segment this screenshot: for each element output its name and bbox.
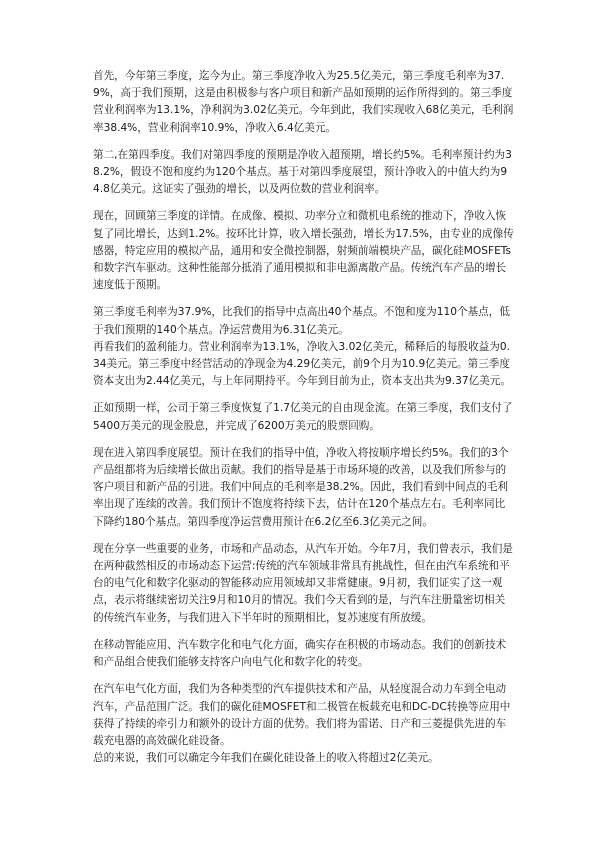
paragraph-electrification: 在汽车电气化方面，我们为各种类型的汽车提供技术和产品，从轻度混合动力车到全电动汽车，产品范围广泛。我们的碳化硅MOSFET和二极管在板载充电和DC-DC转换等应用中获得了持续的牵引力和额外的设计方面的优势。我们将为雷诺、日产和三菱提供先进的车载充电器的高效碳化硅设备。 (93, 683, 511, 747)
paragraph-q4-outlook: 第二,在第四季度。我们对第四季度的预期是净收入超预期，增长约5%。毛利率预计约为38.2%，假设不饱和度约为120个基点。基于对第四季度展望，预计净收入的中值大约为94.8亿美元。这证实了强劲的增长，以及两位数的营业利润率。 (93, 148, 512, 196)
paragraph-smart-mobility: 在移动智能应用、汽车数字化和电气化方面，确实存在积极的市场动态。我们的创新技术和产品组合使我们能够支持客户向电气化和数字化的转变。 (93, 638, 507, 669)
paragraph-conclusion: 总的来说，我们可以确定今年我们在碳化硅设备上的收入将超过2亿美元。 (93, 752, 439, 765)
paragraph-gross-margin: 第三季度毛利率为37.9%，比我们的指导中点高出40个基点。不饱和度为110个基点，低于我们预期的140个基点。净运营费用为6.31亿美元。 (93, 306, 510, 336)
paragraph-q3-details: 现在，回顾第三季度的详情。在成像、模拟、功率分立和微机电系统的推动下，净收入恢复了同比增长，达到1.2%。按环比计算，收入增长强劲，增长为17.5%，由专业的成像传感器，特定应用的模拟产品，通用和安全微控制器，射频前端模块产品，碳化硅MOSFETs和数字汽车驱动。这种性能部分抵消了通用模拟和非电源离散产品。传统汽车产品的增长速度低于预期。 (93, 210, 514, 292)
paragraph-q4-guidance: 现在进入第四季度展望。预计在我们的指导中值，净收入将按顺序增长约5%。我们的3个产品组都将为后续增长做出贡献。我们的指导是基于市场环境的改善，以及我们所参与的客户项目和新产品的引进。我们中间点的毛利率是38.2%。因此，我们看到中间点的毛利率出现了连续的改善。我们预计不饱度将持续下去，估计在120个基点左右。毛利率同比下降约180个基点。第四季度净运营费用预计在6.2亿至6.3亿美元之间。 (93, 446, 509, 528)
paragraph-profitability: 再看我们的盈利能力。营业利润率为13.1%，净收入3.02亿美元，稀释后的每股收益为0.34美元。第三季度中经营活动的净现金为4.29亿美元，前9个月为10.9亿美元。第三季度资本支出为2.44亿美元，与上年同期持平。今年到目前为止，资本支出共为9.37亿美元。 (93, 340, 511, 388)
paragraph-free-cash-flow: 正如预期一样，公司于第三季度恢复了1.7亿美元的自由现金流。在第三季度，我们支付了5400万美元的现金股息，并完成了6200万美元的股票回购。 (93, 402, 513, 432)
paragraph-q3-summary: 首先，今年第三季度，迄今为止。第三季度净收入为25.5亿美元，第三季度毛利率为37.9%，高于我们预期，这是由积极参与客户项目和新产品如预期的运作所得到的。第三季度营业利润率为13.1%，净利润为3.02亿美元。今年到此，我们实现收入68亿美元，毛利润率38.4%，营业利润率10.9%，净收入6.4亿美元。 (93, 70, 514, 134)
paragraph-market-dynamics: 现在分享一些重要的业务，市场和产品动态，从汽车开始。今年7月，我们曾表示，我们是在两种截然相反的市场动态下运营:传统的汽车领域非常具有挑战性，但在由汽车系统和平台的电气化和数字化驱动的智能移动应用领域却又非常健康。9月初，我们证实了这一观点，表示将继续密切关注9月和10月的情况。我们今天看到的是，与汽车注册量密切相关的传统汽车业务，与我们进入下半年时的预期相比，复苏速度有所放缓。 (93, 542, 513, 624)
